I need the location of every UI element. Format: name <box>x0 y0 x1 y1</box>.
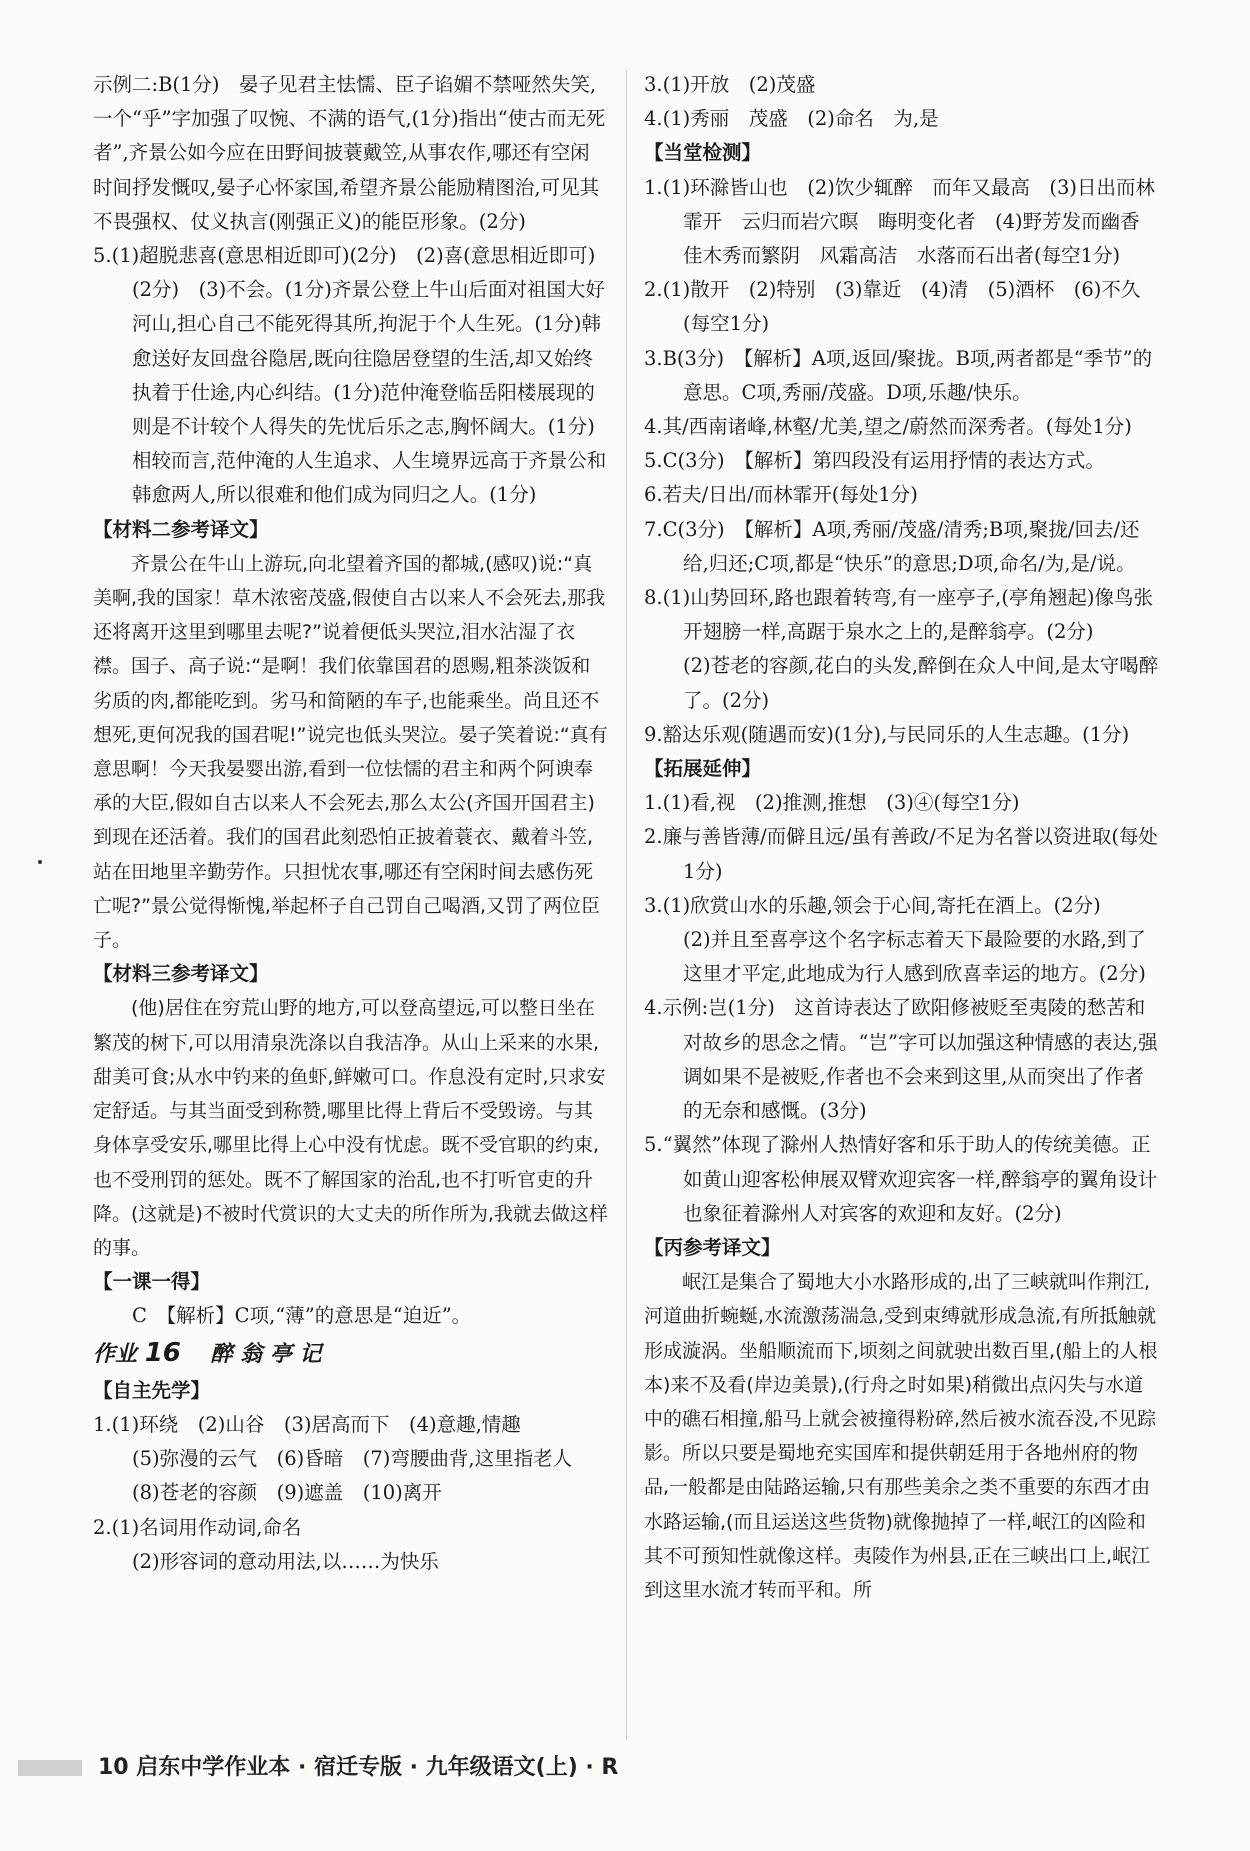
dangtang-q8-part1: 8.(1)山势回环,路也跟着转弯,有一座亭子,(亭角翘起)像鸟张开翅膀一样,高踞于泉水之上的,是醉翁亭。(2分) <box>644 586 1154 644</box>
dangtang-q4: 4.其/西南诸峰,林壑/尤美,望之/蔚然而深秀者。(每处1分) <box>644 415 1132 439</box>
material3-translation: (他)居住在穷荒山野的地方,可以登高望远,可以整日坐在繁茂的树下,可以用清泉洗涤以自我洁净。从山上采来的水果,甜美可食;从水中钓来的鱼虾,鲜嫩可口。作息没有定时,只求安定舒适。与其当面受到称赞,哪里比得上背后不受毁谤。与其身体享受安乐,哪里比得上心中没有忧虑。既不受官职的约束,也不受刑罚的惩处。既不了解国家的治乱,也不打听官吏的升降。(这就是)不被时代赏识的大丈夫的所作所为,我就去做这样的事。 <box>93 997 608 1259</box>
tuozhan-q2: 2.廉与善皆薄/而僻且远/虽有善政/不足为名誉以资进取(每处1分) <box>644 825 1158 883</box>
material2-translation: 齐景公在牛山上游玩,向北望着齐国的都城,(感叹)说:“真美啊,我的国家！草木浓密茂盛,假使自古以来人不会死去,那我还将离开这里到哪里去呢?”说着便低头哭泣,泪水沾湿了衣襟。国子、高子说:“是啊！我们依靠国君的恩赐,粗茶淡饭和劣质的肉,都能吃到。劣马和简陋的车子,也能乘坐。尚且还不想死,更何况我的国君呢!”说完也低头哭泣。晏子笑着说:“真有意思啊！今天我晏婴出游,看到一位怯懦的君主和两个阿谀奉承的大臣,假如自古以来人不会死去,那么太公(齐国开国君主)到现在还活着。我们的国君此刻恐怕正披着蓑衣、戴着斗笠,站在田地里辛勤劳作。只担忧农事,哪还有空闲时间去感伤死亡呢?”景公觉得惭愧,举起杯子自己罚自己喝酒,又罚了两位臣子。 <box>93 552 608 952</box>
dangtang-q6: 6.若夫/日出/而林霏开(每处1分) <box>644 483 918 507</box>
dangtang-q1: 1.(1)环滁皆山也 (2)饮少辄醉 而年又最高 (3)日出而林霏开 云归而岩穴暝 晦明变化者 (4)野芳发而幽香佳木秀而繁阴 风霜高洁 水落而石出者(每空1分) <box>644 175 1155 268</box>
tuozhan-q5: 5.“翼然”体现了滁州人热情好客和乐于助人的传统美德。正如黄山迎客松伸展双臂欢迎宾客一样,醉翁亭的翼角设计也象征着滁州人对宾客的欢迎和友好。(2分) <box>644 1133 1158 1225</box>
tuozhan-q3-part1: 3.(1)欣赏山水的乐趣,领会于心间,寄托在酒上。(2分) <box>644 893 1101 917</box>
dangtang-q5: 5.C(3分) 【解析】第四段没有运用抒情的表达方式。 <box>644 449 1105 473</box>
dangtang-q7: 7.C(3分) 【解析】A项,秀丽/茂盛/清秀;B项,聚拢/回去/还给,归还;C项,都是“快乐”的意思;D项,命名/为,是/说。 <box>644 517 1140 575</box>
section-heading-material2: 【材料二参考译文】 <box>93 517 269 541</box>
section-heading-dangtang: 【当堂检测】 <box>644 141 762 165</box>
page-footer <box>18 1750 658 1786</box>
dangtang-q3: 3.B(3分) 【解析】A项,返回/聚拢。B项,两者都是“季节”的意思。C项,秀丽/茂盛。D项,乐趣/快乐。 <box>644 346 1153 404</box>
bing-translation: 岷江是集合了蜀地大小水路形成的,出了三峡就叫作荆江,河道曲折蜿蜒,水流激荡湍急,受到束缚就形成急流,有所抵触就形成漩涡。坐船顺流而下,顷刻之间就驶出数百里,(船上的人根本)来不及看(岸边美景),(行舟之时如果)稍微出点闪失与水道中的礁石相撞,船马上就会被撞得粉碎,然后被水流吞没,不见踪影。所以只要是蜀地充实国库和提供朝廷用于各地州府的物品,一般都是由陆路运输,只有那些美余之类不重要的东西才由水路运输,(而且运送这些货物)就像抛掉了一样,岷江的凶险和其不可预知性就像这样。夷陵作为州县,正在三峡出口上,岷江到这里水流才转而平和。所 <box>644 1271 1158 1601</box>
zizhu-q2-line1: 2.(1)名词用作动词,命名 <box>93 1515 302 1539</box>
dangtang-q9: 9.豁达乐观(随遇而安)(1分),与民同乐的人生志趣。(1分) <box>644 722 1130 746</box>
zizhu-q4: 4.(1)秀丽 茂盛 (2)命名 为,是 <box>644 107 939 131</box>
section-heading-yike: 【一课一得】 <box>93 1270 211 1294</box>
column-divider <box>626 70 627 1740</box>
lesson-number: 16 <box>144 1337 181 1368</box>
zizhu-q1-line3: (8)苍老的容颜 (9)遮盖 (10)离开 <box>132 1481 442 1505</box>
tuozhan-q1: 1.(1)看,视 (2)推测,推想 (3)④(每空1分) <box>644 791 1020 815</box>
yike-answer: C 【解析】C项,“薄”的意思是“迫近”。 <box>132 1304 472 1328</box>
margin-dot <box>38 860 42 864</box>
footer-bar <box>18 1760 82 1776</box>
tuozhan-q4: 4.示例:岂(1分) 这首诗表达了欧阳修被贬至夷陵的愁苦和对故乡的思念之情。“岂”字可以加强这种情感的表达,强调如果不是被贬,作者也不会来到这里,从而突出了作者的无奈和感慨。(3分) <box>644 996 1158 1123</box>
zizhu-q1-line2: (5)弥漫的云气 (6)昏暗 (7)弯腰曲背,这里指老人 <box>132 1447 573 1471</box>
lesson-title-prefix: 作业 <box>93 1341 138 1367</box>
page-number: 10 <box>98 1755 129 1780</box>
lesson-name: 醉 翁 亭 记 <box>188 1341 322 1367</box>
section-heading-tuozhan: 【拓展延伸】 <box>644 757 762 781</box>
tuozhan-q3-part2: (2)并且至喜亭这个名字标志着天下最险要的水路,到了这里才平定,此地成为行人感到欣喜幸运的地方。(2分) <box>683 928 1146 986</box>
book-title: 启东中学作业本 · 宿迁专版 · 九年级语文(上) · R <box>136 1755 619 1780</box>
zizhu-q3: 3.(1)开放 (2)茂盛 <box>644 73 816 96</box>
left-column <box>93 68 608 1579</box>
section-heading-bing: 【丙参考译文】 <box>644 1235 781 1259</box>
lesson-title <box>93 1336 608 1372</box>
dangtang-q2: 2.(1)散开 (2)特别 (3)靠近 (4)清 (5)酒杯 (6)不久(每空1分) <box>644 278 1141 336</box>
dangtang-q8-part2: (2)苍老的容颜,花白的头发,醉倒在众人中间,是太守喝醉了。(2分) <box>683 654 1159 712</box>
right-column <box>644 68 1159 1607</box>
zizhu-q2-line2: (2)形容词的意动用法,以……为快乐 <box>132 1549 439 1573</box>
example-paragraph: 示例二:B(1分) 晏子见君主怯懦、臣子谄媚不禁哑然失笑,一个“乎”字加强了叹惋、不满的语气,(1分)指出“使古而无死者”,齐景公如今应在田野间披蓑戴笠,从事农作,哪还有空闲时间抒发慨叹,晏子心怀家国,希望齐景公能励精图治,可见其不畏强权、仗义执言(刚强正义)的能臣形象。(2分) <box>93 73 606 233</box>
footer-text <box>98 1750 618 1786</box>
zizhu-q1-line1: 1.(1)环绕 (2)山谷 (3)居高而下 (4)意趣,情趣 <box>93 1412 521 1436</box>
question-5: 5.(1)超脱悲喜(意思相近即可)(2分) (2)喜(意思相近即可)(2分) (3)不会。(1分)齐景公登上牛山后面对祖国大好河山,担心自己不能死得其所,拘泥于个人生死。(1分)韩愈送好友回盘谷隐居,既向往隐居登望的生活,却又始终执着于仕途,内心纠结。(1分)范仲淹登临岳阳楼展现的则是不计较个人得失的先忧后乐之志,胸怀阔大。(1分)相较而言,范仲淹的人生追求、人生境界远高于齐景公和韩愈两人,所以很难和他们成为同归之人。(1分) <box>93 244 607 507</box>
section-heading-material3: 【材料三参考译文】 <box>93 962 269 986</box>
section-heading-zizhu: 【自主先学】 <box>93 1378 211 1402</box>
